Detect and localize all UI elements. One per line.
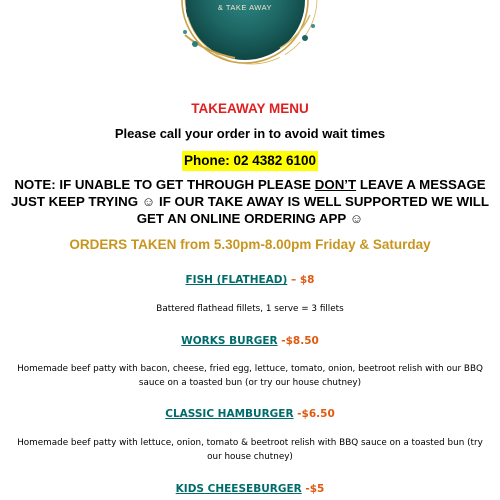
menu-title: TAKEAWAY MENU xyxy=(191,101,309,116)
item-description: Battered flathead fillets, 1 serve = 3 fillets xyxy=(156,304,344,314)
logo-subtitle: & TAKE AWAY xyxy=(217,3,273,12)
phone-number[interactable]: Phone: 02 4382 6100 xyxy=(182,151,318,171)
item-price: -$6.50 xyxy=(293,408,335,420)
restaurant-logo xyxy=(165,0,325,90)
note-part-1: NOTE: IF UNABLE TO GET THROUGH PLEASE xyxy=(14,177,315,192)
item-description: Homemade beef patty with lettuce, onion, tomato & beetroot relish with BBQ sauce on a toasted bun (try our house chutney) xyxy=(17,438,483,462)
menu-item-title xyxy=(0,408,500,420)
note-text xyxy=(0,176,500,227)
menu-item-title xyxy=(0,274,500,286)
order-hours: ORDERS TAKEN from 5.30pm-8.00pm Friday & Saturday xyxy=(69,237,431,252)
item-price: – $8 xyxy=(287,274,315,286)
item-name: CLASSIC HAMBURGER xyxy=(165,408,294,420)
item-price: -$5 xyxy=(301,483,325,495)
item-name: WORKS BURGER xyxy=(181,335,278,347)
item-name: KIDS CHEESEBURGER xyxy=(175,483,302,495)
menu-item-title xyxy=(0,483,500,495)
phone-row xyxy=(0,151,500,171)
logo-emblem xyxy=(165,0,325,90)
item-name: FISH (FLATHEAD) xyxy=(185,274,288,286)
item-description: Homemade beef patty with bacon, cheese, fried egg, lettuce, tomato, onion, beetroot relish with our BBQ sauce on a toasted bun (or try our house chutney) xyxy=(17,364,483,388)
menu-item-title xyxy=(0,335,500,347)
note-emphasis: DON’T xyxy=(314,177,357,192)
note-part-2: LEAVE A MESSAGE JUST KEEP TRYING ☺ IF OUR TAKE AWAY IS WELL SUPPORTED WE WILL GET AN ONLINE ORDERING APP ☺ xyxy=(10,177,490,226)
call-instruction: Please call your order in to avoid wait times xyxy=(114,126,386,141)
item-price: -$8.50 xyxy=(277,335,319,347)
